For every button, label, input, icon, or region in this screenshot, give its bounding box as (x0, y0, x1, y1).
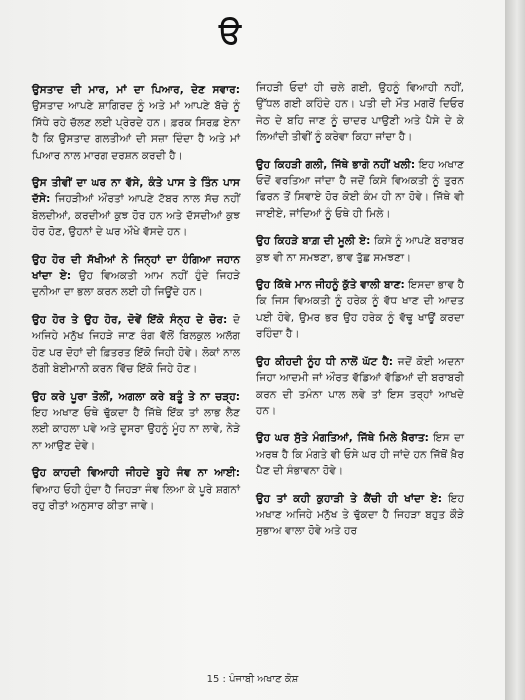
proverb-entry (32, 312, 240, 378)
proverb-meaning: ਜਿਹੜੀ ਓਦਾਂ ਹੀ ਚਲੇ ਗਈ, ਉਹਨੂੰ ਵਿਆਹੀ ਨਹੀਂ, ਉੱਧਲ ਗਈ ਕਹਿੰਦੇ ਹਨ। ਪਤੀ ਦੀ ਮੌਤ ਮਗਰੋਂ ਦਿਓਰ ਜੇਠ ਦੇ ਬਹਿ ਜਾਣ ਨੂੰ ਚਾਦਰ ਪਾਉਣੀ ਅਤੇ ਪੈਸੇ ਦੇ ਕੇ ਲਿਆਂਦੀ ਤੀਵੀਂ ਨੂੰ ਕਰੇਵਾ ਕਿਹਾ ਜਾਂਦਾ ਹੈ। (256, 82, 464, 144)
proverb-entry (256, 430, 464, 479)
proverb-entry (256, 233, 464, 266)
proverb-entry (256, 491, 464, 540)
page-footer: 15 : ਪੰਜਾਬੀ ਅਖਾਣ ਕੋਸ਼ (206, 674, 299, 685)
proverb-title: ਉਹ ਕਾਹਦੀ ਵਿਆਹੀ ਜੀਹਦੇ ਬੂਹੇ ਜੰਞ ਨਾ ਆਈ: (32, 467, 240, 480)
proverb-title: ਉਹ ਕਰੇ ਪੂਰਾ ਤੋਲੀਂ, ਅਗਲਾ ਕਰੇ ਬਤੂੰ ਤੇ ਨਾ ਚੜ੍ਹ: (32, 390, 240, 403)
proverb-title: ਉਹ ਕਿਹੜੀ ਗਲੀ, ਜਿੱਥੇ ਭਾਗੋ ਨਹੀਂ ਖਲੀ: (256, 158, 416, 171)
proverb-entry (32, 465, 240, 514)
proverb-entry (32, 82, 240, 164)
proverb-entry (32, 252, 240, 301)
proverb-meaning: ਇਸਦਾ ਭਾਵ ਹੈ ਕਿ ਜਿਸ ਵਿਅਕਤੀ ਨੂੰ ਹਰੇਕ ਨੂੰ ਵੱਧ ਖਾਣ ਦੀ ਆਦਤ ਪਈ ਹੋਵੇ, ਉਮਰ ਭਰ ਉਹ ਹਰੇਕ ਨੂੰ ਵੱਢੂ ਖਾਊਂ ਕਰਦਾ ਰਹਿੰਦਾ ਹੈ। (256, 279, 464, 341)
proverb-meaning: ਇਸ ਦਾ ਅਰਥ ਹੈ ਕਿ ਮੰਗਤੇ ਵੀ ਓਸੇ ਘਰ ਹੀ ਜਾਂਦੇ ਹਨ ਜਿੱਥੋਂ ਖ਼ੈਰ ਪੈਣ ਦੀ ਸੰਭਾਵਨਾ ਹੋਵੇ। (256, 432, 464, 478)
proverb-meaning: ਕਿਸੇ ਨੂੰ ਆਪਣੇ ਬਰਾਬਰ ਕੁਝ ਵੀ ਨਾ ਸਮਝਣਾ, ਭਾਵ ਤੁੱਛ ਸਮਝਣਾ। (256, 235, 464, 264)
right-column (256, 80, 464, 551)
proverb-meaning: ਇਹ ਅਖਾਣ ਓਥੇ ਢੁੱਕਦਾ ਹੈ ਜਿੱਥੇ ਇੱਕ ਤਾਂ ਲਾਭ ਲੈਣ ਲਈ ਕਾਹਲਾ ਪਵੇ ਅਤੇ ਦੂਸਰਾ ਉਹਨੂੰ ਮੂੰਹ ਨਾ ਲਾਵੇ, ਨੇੜੇ ਨਾ ਆਉਣ ਦੇਵੇ। (32, 406, 240, 452)
proverb-title: ਉਹ ਹੋਰ ਤੇ ਉਹ ਹੋਰ, ਦੋਵੇਂ ਇੱਕੋ ਸੰਨ੍ਹ ਦੇ ਚੋਰ: (32, 313, 228, 326)
section-letter-heading: ੳ (219, 16, 241, 51)
proverb-title: ਉਹ ਹੋਰ ਦੀ ਸੱਖੀਆਂ ਨੇ ਜਿਨ੍ਹਾਂ ਦਾ ਹੰਗਿਆ ਜਹਾਨ ਖਾਂਦਾ ਏ: (32, 253, 240, 283)
proverb-entry (32, 175, 240, 241)
proverb-title: ਉਹ ਘਰ ਸੁੱਤੇ ਮੰਗਤਿਆਂ, ਜਿੱਥੇ ਮਿਲੇ ਖ਼ੈਰਾਤ: (256, 432, 429, 445)
proverb-meaning: ਜਦੋਂ ਕੋਈ ਅਦਨਾ ਜਿਹਾ ਆਦਮੀ ਜਾਂ ਔਰਤ ਵੱਡਿਆਂ ਵੱਡਿਆਂ ਦੀ ਬਰਾਬਰੀ ਕਰਨ ਦੀ ਤਮੰਨਾ ਪਾਲ ਲਵੇ ਤਾਂ ਇਸ ਤਰ੍ਹਾਂ ਆਖਦੇ ਹਨ। (256, 355, 464, 417)
proverb-title: ਉਹ ਤਾਂ ਕਹੀ ਕੁਹਾੜੀ ਤੇ ਕੈਂਚੀ ਹੀ ਖਾਂਦਾ ਏ: (256, 492, 442, 505)
proverb-title: ਉਹ ਕਿਹੜੇ ਬਾਗ਼ ਦੀ ਮੂਲੀ ਏ: (256, 235, 371, 248)
proverb-entry (256, 277, 464, 343)
book-spine-edge (505, 0, 525, 700)
proverb-title: ਉਸਤਾਦ ਦੀ ਮਾਰ, ਮਾਂ ਦਾ ਪਿਆਰ, ਦੇਣ ਸਵਾਰ: (32, 84, 240, 96)
proverb-entry (256, 354, 464, 420)
proverb-meaning: ਇਹ ਅਖਾਣ ਅਜਿਹੇ ਮਨੁੱਖ ਤੇ ਢੁੱਕਦਾ ਹੈ ਜਿਹੜਾ ਬਹੁਤ ਕੌੜੇ ਸੁਭਾਅ ਵਾਲਾ ਹੋਵੇ ਅਤੇ ਹਰ (256, 492, 465, 538)
proverb-meaning: ਦੋ ਅਜਿਹੇ ਮਨੁੱਖ ਜਿਹੜੇ ਜਾਣ ਰੰਗ ਵੱਲੋਂ ਬਿਲਕੁਲ ਅਲੱਗ ਹੋਣ ਪਰ ਦੋਹਾਂ ਦੀ ਫ਼ਿਤਰਤ ਇੱਕੋ ਜਿਹੀ ਹੋਵੇ। ਲੋਕਾਂ ਨਾਲ ਠੱਗੀ ਬੇਈਮਾਨੀ ਕਰਨ ਵਿੱਚ ਇੱਕੋ ਜਿਹੇ ਹੋਣ। (32, 313, 240, 376)
proverb-title: ਉਹ ਕਿੱਥੇ ਮਾਨ ਜੀਹਨੂੰ ਕੁੱਤੇ ਵਾਲੀ ਬਾਣ: (256, 279, 405, 292)
proverb-meaning: ਇਹ ਅਖਾਣ ਓਦੋਂ ਵਰਤਿਆ ਜਾਂਦਾ ਹੈ ਜਦੋਂ ਕਿਸੇ ਵਿਅਕਤੀ ਨੂੰ ਤੁਰਨ ਫਿਰਨ ਤੋਂ ਸਿਵਾਏ ਹੋਰ ਕੋਈ ਕੰਮ ਹੀ ਨਾ ਹੋਵੇ। ਜਿੱਥੇ ਵੀ ਜਾਈਏ, ਜਾਂਦਿਆਂ ਨੂੰ ਓਥੇ ਹੀ ਮਿਲੇ। (256, 158, 464, 220)
proverb-meaning: ਜਿਹੜੀਆਂ ਔਰਤਾਂ ਆਪਣੇ ਟੱਬਰ ਨਾਲ ਸੱਚ ਨਹੀਂ ਬੋਲਦੀਆਂ, ਕਰਦੀਆਂ ਕੁਝ ਹੋਰ ਹਨ ਅਤੇ ਦੱਸਦੀਆਂ ਕੁਝ ਹੋਰ ਹੋਣ, ਉਹਨਾਂ ਦੇ ਘਰ ਔਖੇ ਵੱਸਦੇ ਹਨ। (32, 193, 240, 239)
proverb-continuation (256, 80, 464, 146)
left-column (32, 82, 240, 525)
proverb-meaning: ਵਿਆਹ ਓਹੀ ਹੁੰਦਾ ਹੈ ਜਿਹੜਾ ਜੰਞ ਲਿਆ ਕੇ ਪੂਰੇ ਸ਼ਗਨਾਂ ਰਹੁ ਰੀਤਾਂ ਅਨੁਸਾਰ ਕੀਤਾ ਜਾਵੇ। (32, 483, 240, 512)
proverb-entry (256, 157, 464, 223)
proverb-meaning: ਉਹ ਵਿਅਕਤੀ ਆਮ ਨਹੀਂ ਹੁੰਦੇ ਜਿਹੜੇ ਦੁਨੀਆ ਦਾ ਭਲਾ ਕਰਨ ਲਈ ਹੀ ਜਿਊਂਦੇ ਹਨ। (32, 270, 241, 299)
proverb-title: ਉਸ ਤੀਵੀਂ ਦਾ ਘਰ ਨਾ ਵੱਸੇ, ਕੰਤੇ ਪਾਸ ਤੇ ਤਿੰਨ ਪਾਸ ਦੱਸੇ: (32, 177, 240, 206)
proverb-title: ਉਹ ਕੀਹਦੀ ਨੂੰਹ ਧੀ ਨਾਲੋਂ ਘੱਟ ਹੈ: (256, 355, 394, 368)
proverb-entry (32, 389, 240, 455)
proverb-meaning: ਉਸਤਾਦ ਆਪਣੇ ਸ਼ਾਗਿਰਦ ਨੂੰ ਅਤੇ ਮਾਂ ਆਪਣੇ ਬੱਚੇ ਨੂੰ ਸਿੱਧੇ ਰਹੇ ਚੱਲਣ ਲਈ ਪ੍ਰੇਰਦੇ ਹਨ। ਫ਼ਰਕ ਸਿਰਫ਼ ਏਨਾ ਹੈ ਕਿ ਉਸਤਾਦ ਗਲਤੀਆਂ ਦੀ ਸਜ਼ਾ ਦਿੰਦਾ ਹੈ ਅਤੇ ਮਾਂ ਪਿਆਰ ਨਾਲ ਮਾਰਗ ਦਰਸ਼ਨ ਕਰਦੀ ਹੈ। (32, 100, 240, 162)
